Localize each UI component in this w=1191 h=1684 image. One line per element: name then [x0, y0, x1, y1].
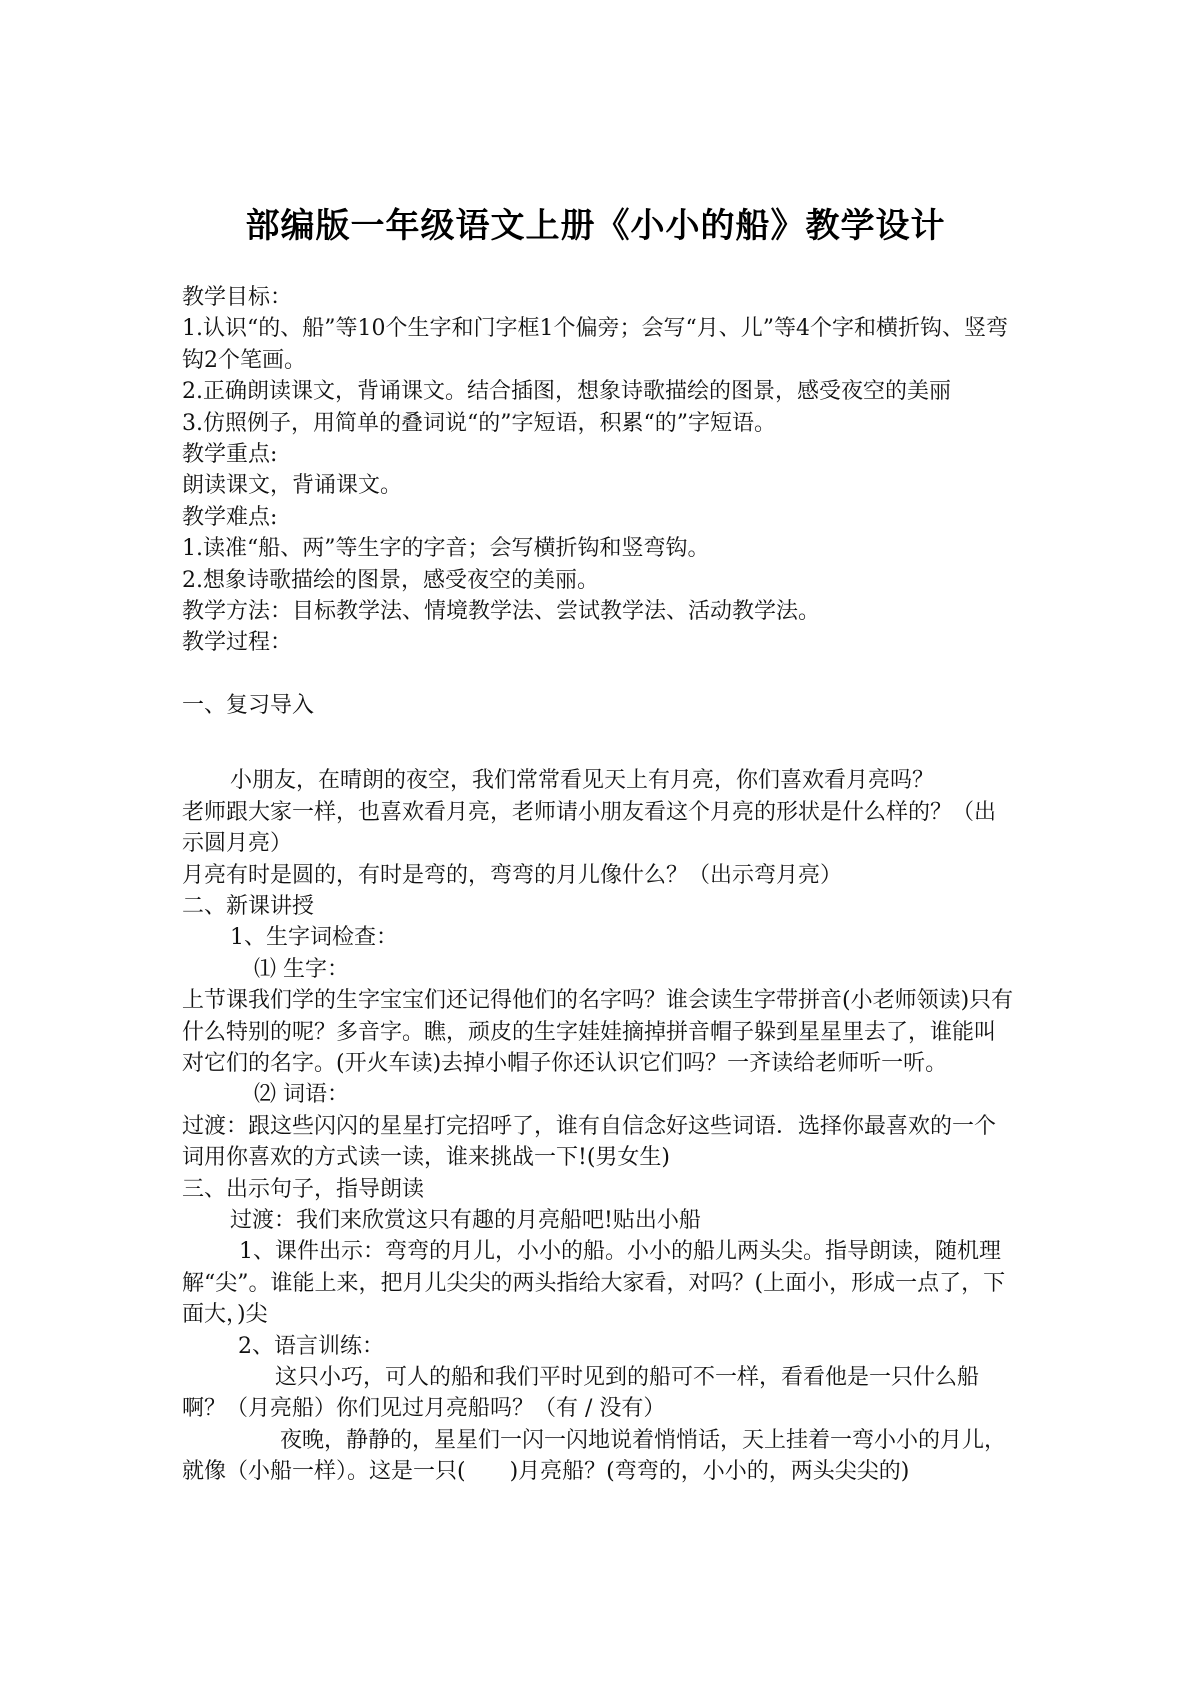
paragraph: 老师跟大家一样，也喜欢看月亮，老师请小朋友看这个月亮的形状是什么样的？（出示圆月亮）: [182, 799, 997, 857]
paragraph: 1、课件出示：弯弯的月儿，小小的船。小小的船儿两头尖。指导朗读，随机理解“尖”。谁能上来，把月儿尖尖的两头指给大家看，对吗？(上面小，形成一点了，下面大，)尖: [182, 1239, 1006, 1328]
section-heading-process: 教学过程：: [182, 630, 293, 656]
subheading-vocabulary-check: 1、生字词检查：: [230, 925, 398, 951]
paragraph: 过渡：跟这些闪闪的星星打完招呼了，谁有自信念好这些词语．选择你最喜欢的一个词用你喜欢的方式读一读，谁来挑战一下!(男女生): [182, 1113, 997, 1171]
objective-item: 3.仿照例子，用简单的叠词说“的”字短语，积累“的”字短语。: [182, 410, 776, 436]
difficulty-item: 2.想象诗歌描绘的图景，感受夜空的美丽。: [182, 567, 599, 593]
paragraph: 这只小巧，可人的船和我们平时见到的船可不一样，看看他是一只什么船啊？（月亮船）你们见过月亮船吗？（有 / 没有）: [182, 1365, 980, 1422]
document-body: [182, 282, 1014, 1488]
paragraph: 夜晚，静静的，星星们一闪一闪地说着悄悄话，天上挂着一弯小小的月儿，就像（小船一样）。这是一只( )月亮船？(弯弯的，小小的，两头尖尖的): [182, 1427, 1007, 1485]
objective-item: 2.正确朗读课文，背诵课文。结合插图，想象诗歌描绘的图景，感受夜空的美丽: [182, 379, 951, 405]
paragraph: 过渡：我们来欣赏这只有趣的月亮船吧!贴出小船: [230, 1207, 701, 1233]
difficulty-item: 1.读准“船、两”等生字的字音；会写横折钩和竖弯钩。: [182, 536, 710, 562]
part-heading-new-lesson: 二、新课讲授: [182, 893, 315, 919]
section-heading-key-points: 教学重点:: [182, 442, 278, 468]
part-heading-review: 一、复习导入: [182, 692, 315, 718]
objective-item: 1.认识“的、船”等10个生字和门字框1个偏旁；会写“月、儿”等4个字和横折钩、竖弯钩2个笔画。: [182, 316, 1008, 373]
section-heading-difficulties: 教学难点:: [182, 504, 278, 530]
document-title: 部编版一年级语文上册《小小的船》教学设计: [245, 206, 946, 246]
part-heading-sentences: 三、出示句子，指导朗读: [182, 1176, 425, 1202]
paragraph: 上节课我们学的生字宝宝们还记得他们的名字吗？谁会读生字带拼音(小老师领读)只有什么特别的呢？多音字。瞧，顽皮的生字娃娃摘掉拼音帽子躲到星星里去了，谁能叫对它们的名字。(开火车读)去掉小帽子你还认识它们吗？一齐读给老师听一听。: [182, 988, 1014, 1076]
subheading-characters: ⑴ 生字：: [254, 956, 349, 982]
teaching-methods: 教学方法：目标教学法、情境教学法、尝试教学法、活动教学法。: [182, 599, 821, 625]
key-point-text: 朗读课文，背诵课文。: [182, 473, 403, 499]
subheading-language-training: 2、语言训练：: [238, 1333, 384, 1359]
subheading-words: ⑵ 词语：: [254, 1082, 349, 1108]
section-heading-objectives: 教学目标：: [182, 285, 293, 310]
paragraph: 月亮有时是圆的，有时是弯的，弯弯的月儿像什么？（出示弯月亮）: [182, 862, 843, 888]
paragraph: 小朋友，在晴朗的夜空，我们常常看见天上有月亮，你们喜欢看月亮吗？: [230, 768, 935, 794]
